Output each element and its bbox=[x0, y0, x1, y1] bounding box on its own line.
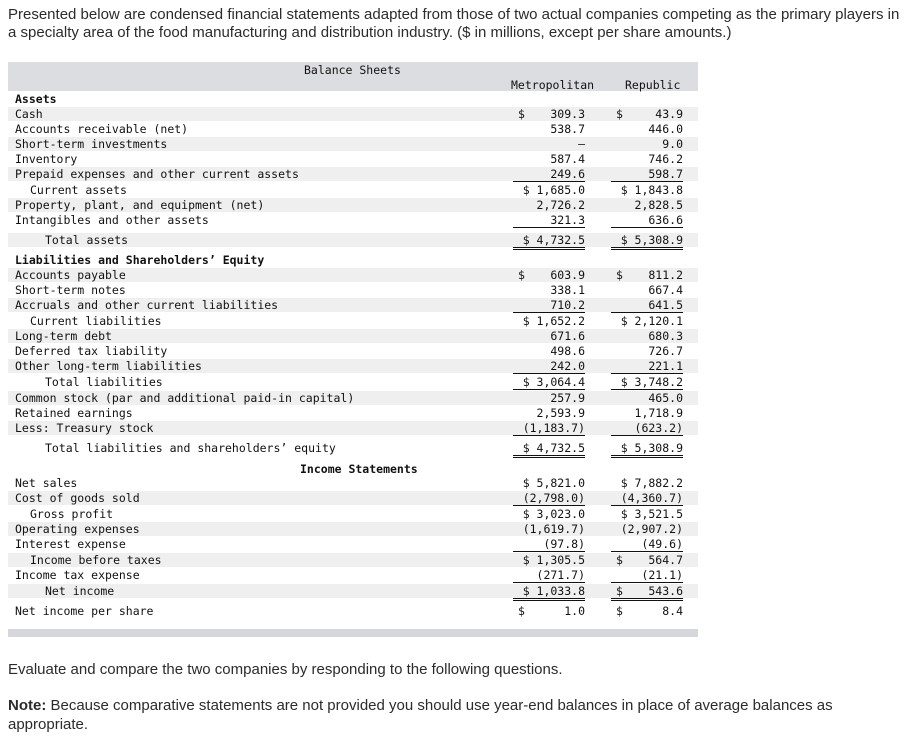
value-metropolitan: (271.7) bbox=[513, 568, 585, 583]
value-metropolitan: 257.9 bbox=[550, 391, 585, 405]
row-label: Accruals and other current liabilities bbox=[15, 298, 279, 312]
instructions-text: Evaluate and compare the two companies by responding to the following questions. bbox=[8, 661, 563, 678]
table-bottom-band bbox=[8, 629, 698, 637]
note-paragraph bbox=[8, 696, 903, 734]
note-text: Because comparative statements are not provided you should use year-end balances in place of average balances as appropriate. bbox=[8, 697, 833, 733]
row-label: Current assets bbox=[30, 183, 127, 197]
value-republic: 811.2 bbox=[648, 268, 683, 282]
value-republic: 564.7 bbox=[648, 553, 683, 567]
column-header-metropolitan: Metropolitan bbox=[511, 78, 595, 92]
note-label: Note: bbox=[8, 697, 47, 714]
row-label: Assets bbox=[15, 92, 57, 106]
row-label: Inventory bbox=[15, 152, 78, 166]
row-label: Income tax expense bbox=[15, 568, 140, 582]
value-republic: $ 7,882.2 bbox=[620, 476, 683, 490]
row-label: Deferred tax liability bbox=[15, 344, 168, 358]
value-republic: 641.5 bbox=[611, 298, 683, 313]
value-republic: $ 5,308.9 bbox=[611, 441, 683, 458]
value-metropolitan: $ 1,305.5 bbox=[522, 553, 585, 567]
value-metropolitan: 587.4 bbox=[550, 152, 585, 166]
value-republic: $ 1,843.8 bbox=[620, 183, 683, 197]
financial-statements-table bbox=[8, 62, 698, 637]
income-statements-title: Income Statements bbox=[300, 462, 418, 476]
value-republic: 598.7 bbox=[611, 167, 683, 182]
currency-symbol-metropolitan: $ bbox=[518, 107, 525, 121]
value-metropolitan: (1,183.7) bbox=[513, 421, 585, 436]
row-label: Gross profit bbox=[30, 507, 114, 521]
row-label: Prepaid expenses and other current assets bbox=[15, 167, 299, 181]
value-metropolitan: (97.8) bbox=[513, 537, 585, 552]
row-label: Intangibles and other assets bbox=[15, 213, 209, 227]
value-metropolitan: 603.9 bbox=[550, 268, 585, 282]
value-republic: (49.6) bbox=[611, 537, 683, 552]
currency-symbol-republic: $ bbox=[616, 604, 623, 618]
value-republic: $ 3,521.5 bbox=[620, 507, 683, 521]
row-label: Net income per share bbox=[15, 604, 154, 618]
row-label: Other long-term liabilities bbox=[15, 359, 202, 373]
row-label: Total assets bbox=[45, 233, 129, 247]
value-republic: 8.4 bbox=[662, 604, 683, 618]
value-metropolitan: $ 1,685.0 bbox=[522, 183, 585, 197]
value-metropolitan: 309.3 bbox=[550, 107, 585, 121]
row-label: Retained earnings bbox=[15, 406, 133, 420]
row-label: Cash bbox=[15, 107, 43, 121]
value-republic: 680.3 bbox=[648, 329, 683, 343]
value-republic: (4,360.7) bbox=[611, 491, 683, 506]
value-republic: 43.9 bbox=[655, 107, 683, 121]
value-metropolitan: 710.2 bbox=[513, 298, 585, 313]
balance-sheets-title: Balance Sheets bbox=[304, 63, 401, 77]
value-metropolitan: (2,798.0) bbox=[513, 491, 585, 506]
value-metropolitan: 498.6 bbox=[550, 344, 585, 358]
column-header-republic: Republic bbox=[625, 78, 681, 92]
value-republic: 2,828.5 bbox=[634, 198, 683, 212]
value-republic: (623.2) bbox=[611, 421, 683, 436]
row-label: Accounts payable bbox=[15, 268, 126, 282]
value-metropolitan: 321.3 bbox=[513, 213, 585, 228]
value-metropolitan: 338.1 bbox=[550, 283, 585, 297]
row-label: Operating expenses bbox=[15, 522, 140, 536]
row-label: Common stock (par and additional paid-in capital) bbox=[15, 391, 355, 405]
row-label: Property, plant, and equipment (net) bbox=[15, 198, 265, 212]
value-republic: 667.4 bbox=[648, 283, 683, 297]
value-republic: (2,907.2) bbox=[620, 522, 683, 536]
value-republic: 446.0 bbox=[648, 122, 683, 136]
row-label: Current liabilities bbox=[30, 314, 162, 328]
value-metropolitan: $ 4,732.5 bbox=[513, 233, 585, 250]
outro-text bbox=[8, 660, 903, 734]
row-label: Income before taxes bbox=[30, 553, 162, 567]
currency-symbol-republic: $ bbox=[616, 584, 623, 598]
value-republic: (21.1) bbox=[611, 568, 683, 583]
currency-symbol-republic: $ bbox=[616, 268, 623, 282]
value-metropolitan: — bbox=[578, 137, 585, 151]
row-label: Total liabilities and shareholders’ equity bbox=[45, 441, 336, 455]
value-republic: 726.7 bbox=[648, 344, 683, 358]
value-republic: 1,718.9 bbox=[634, 406, 683, 420]
value-metropolitan: $ 3,023.0 bbox=[522, 507, 585, 521]
intro-line-2: a specialty area of the food manufacturing and distribution industry. ($ in millions, except per share amounts.) bbox=[8, 24, 732, 41]
value-republic: 465.0 bbox=[648, 391, 683, 405]
value-metropolitan: 249.6 bbox=[513, 167, 585, 182]
currency-symbol-republic: $ bbox=[616, 107, 623, 121]
row-label: Net sales bbox=[15, 476, 78, 490]
value-republic: $ 3,748.2 bbox=[611, 375, 683, 390]
intro-text bbox=[8, 6, 911, 42]
row-label: Long-term debt bbox=[15, 329, 112, 343]
value-republic: $ 5,308.9 bbox=[611, 233, 683, 250]
value-republic: 9.0 bbox=[662, 137, 683, 151]
value-metropolitan: 671.6 bbox=[550, 329, 585, 343]
value-metropolitan: 538.7 bbox=[550, 122, 585, 136]
row-label: Interest expense bbox=[15, 537, 126, 551]
value-metropolitan: (1,619.7) bbox=[522, 522, 585, 536]
intro-line-1: Presented below are condensed financial statements adapted from those of two actual companies competing as the primary players in bbox=[8, 6, 900, 23]
currency-symbol-metropolitan: $ bbox=[518, 268, 525, 282]
currency-symbol-republic: $ bbox=[616, 553, 623, 567]
value-metropolitan: $ 5,821.0 bbox=[522, 476, 585, 490]
row-stripe bbox=[8, 107, 698, 121]
value-republic: 543.6 bbox=[611, 584, 683, 601]
value-metropolitan: 242.0 bbox=[513, 359, 585, 374]
row-label: Liabilities and Shareholders’ Equity bbox=[15, 253, 265, 267]
row-label: Short-term notes bbox=[15, 283, 126, 297]
value-metropolitan: 2,593.9 bbox=[536, 406, 585, 420]
value-republic: 221.1 bbox=[611, 359, 683, 374]
value-metropolitan: $ 4,732.5 bbox=[513, 441, 585, 458]
value-metropolitan: 2,726.2 bbox=[536, 198, 585, 212]
row-label: Accounts receivable (net) bbox=[15, 122, 189, 136]
value-republic: 636.6 bbox=[611, 213, 683, 228]
row-label: Net income bbox=[45, 584, 115, 598]
value-metropolitan: $ 1,033.8 bbox=[513, 584, 585, 601]
value-republic: 746.2 bbox=[648, 152, 683, 166]
row-label: Less: Treasury stock bbox=[15, 421, 154, 435]
value-metropolitan: $ 3,064.4 bbox=[513, 375, 585, 390]
row-label: Cost of goods sold bbox=[15, 491, 140, 505]
row-label: Total liabilities bbox=[45, 375, 163, 389]
value-metropolitan: 1.0 bbox=[564, 604, 585, 618]
value-republic: $ 2,120.1 bbox=[620, 314, 683, 328]
value-metropolitan: $ 1,652.2 bbox=[522, 314, 585, 328]
row-label: Short-term investments bbox=[15, 137, 168, 151]
currency-symbol-metropolitan: $ bbox=[518, 604, 525, 618]
